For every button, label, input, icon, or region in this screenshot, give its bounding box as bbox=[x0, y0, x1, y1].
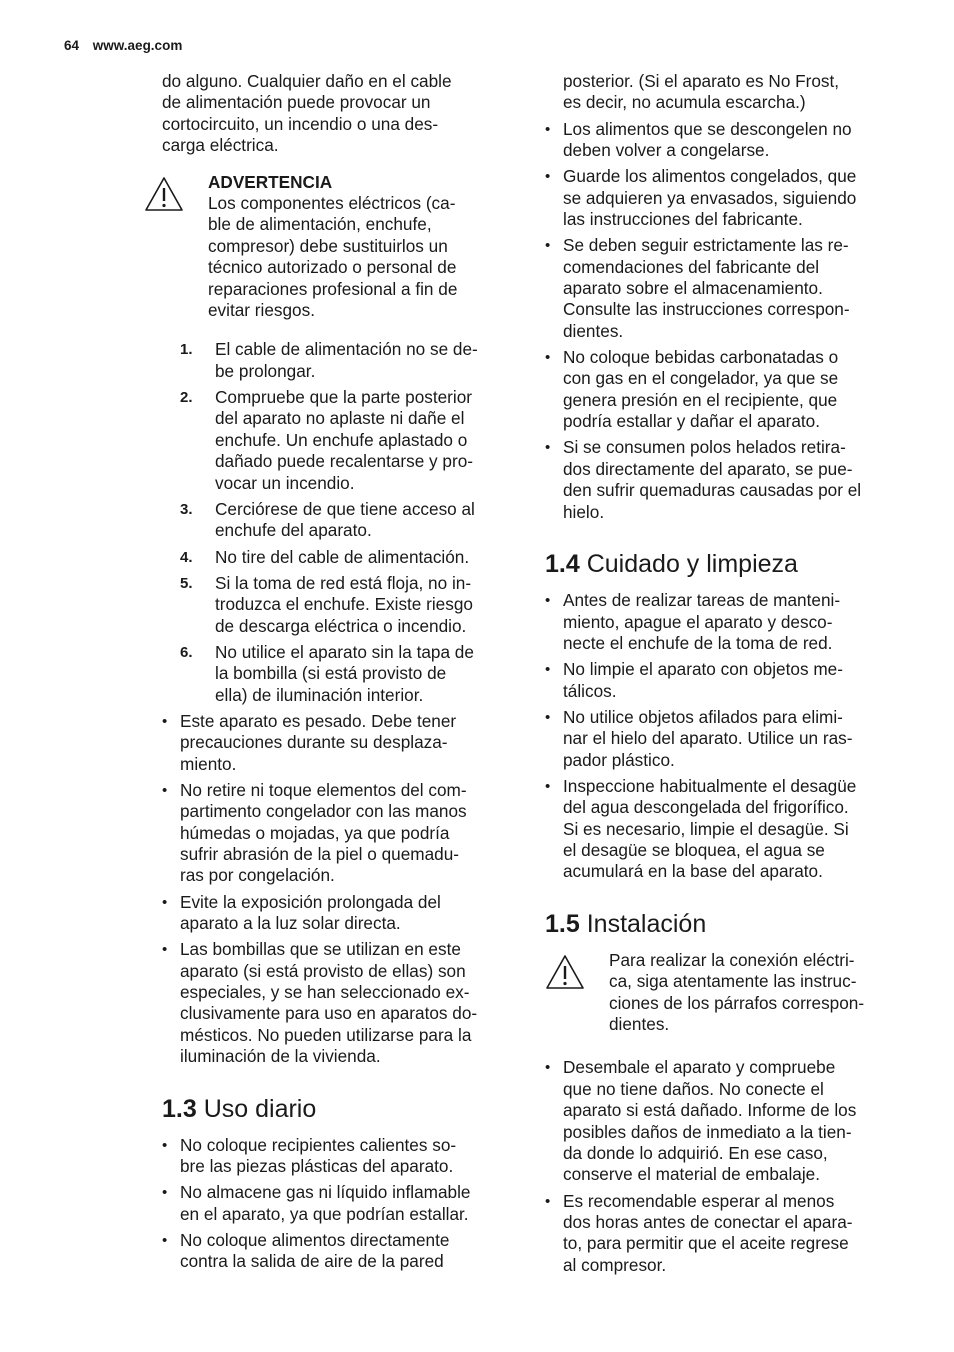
bullet-marker: • bbox=[545, 237, 551, 255]
text-line: compresor) debe sustituirlos un bbox=[208, 235, 448, 256]
text-line: podría estallar y dañar el aparato. bbox=[563, 411, 821, 432]
text-line: posibles daños de inmediato a la tien- bbox=[563, 1121, 852, 1142]
bullet-marker: • bbox=[162, 1184, 168, 1202]
list-item bbox=[180, 387, 518, 494]
step-number: 3. bbox=[180, 500, 193, 518]
bullet-list bbox=[545, 1057, 901, 1276]
section-title: Cuidado y limpieza bbox=[586, 550, 798, 579]
text-line: conserve el material de embalaje. bbox=[563, 1164, 820, 1185]
bullet-list bbox=[545, 119, 901, 524]
text-line: técnico autorizado o personal de bbox=[208, 257, 457, 278]
warning-title: ADVERTENCIA bbox=[208, 171, 333, 192]
text-line: pador plástico. bbox=[563, 749, 675, 770]
text-line: cortocircuito, un incendio o una des- bbox=[162, 113, 439, 134]
section-number: 1.4 bbox=[545, 550, 580, 579]
bullet-marker: • bbox=[162, 941, 168, 959]
text-line: den sufrir quemaduras causadas por el bbox=[563, 480, 862, 501]
continued-text bbox=[563, 71, 901, 114]
text-line: Inspeccione habitualmente el desagüe bbox=[563, 775, 857, 796]
text-line: No limpie el aparato con objetos me- bbox=[563, 659, 843, 680]
text-line: iluminación de la vivienda. bbox=[180, 1046, 381, 1067]
text-line: carga eléctrica. bbox=[162, 135, 279, 156]
text-line: sufrir abrasión de la piel o quemadu- bbox=[180, 843, 459, 864]
text-line: aparato (si está provisto de ellas) son bbox=[180, 960, 466, 981]
text-line: Si la toma de red está floja, no in- bbox=[215, 572, 472, 593]
text-line: ras por congelación. bbox=[180, 865, 335, 886]
list-item bbox=[545, 659, 901, 702]
warning-content bbox=[208, 172, 518, 322]
list-item bbox=[545, 437, 901, 523]
text-line: mésticos. No pueden utilizarse para la bbox=[180, 1024, 472, 1045]
text-line: nar el hielo del aparato. Utilice un ras- bbox=[563, 728, 853, 749]
website-url: www.aeg.com bbox=[92, 38, 183, 53]
step-number: 4. bbox=[180, 548, 193, 566]
section-heading-1-5 bbox=[545, 909, 901, 939]
step-number: 6. bbox=[180, 643, 193, 661]
text-line: de descarga eléctrica o incendio. bbox=[215, 615, 467, 636]
section-title: Instalación bbox=[586, 909, 707, 938]
step-number: 5. bbox=[180, 574, 193, 592]
text-line: ble de alimentación, enchufe, bbox=[208, 214, 432, 235]
text-line: dos directamente del aparato, se pue- bbox=[563, 458, 853, 479]
text-line: miento. bbox=[180, 753, 237, 774]
text-line: dientes. bbox=[609, 1014, 670, 1034]
text-line: Desembale el aparato y compruebe bbox=[563, 1057, 836, 1078]
text-line: No coloque bebidas carbonatadas o bbox=[563, 347, 839, 368]
warning-triangle-icon bbox=[545, 950, 609, 1036]
step-number: 1. bbox=[180, 341, 193, 359]
list-item bbox=[180, 499, 518, 542]
text-line: Es recomendable esperar al menos bbox=[563, 1190, 835, 1211]
text-line: partimento congelador con las manos bbox=[180, 801, 467, 822]
bullet-marker: • bbox=[545, 1059, 551, 1077]
bullet-marker: • bbox=[545, 168, 551, 186]
text-line: troduzca el enchufe. Existe riesgo bbox=[215, 594, 473, 615]
text-line: Se deben seguir estrictamente las re- bbox=[563, 235, 849, 256]
text-line: reparaciones profesional a fin de bbox=[208, 278, 458, 299]
section-number: 1.3 bbox=[162, 1094, 197, 1123]
text-line: No coloque alimentos directamente bbox=[180, 1229, 450, 1250]
bullet-marker: • bbox=[545, 661, 551, 679]
bullet-marker: • bbox=[545, 120, 551, 138]
bullet-list bbox=[162, 1135, 518, 1273]
text-line: No coloque recipientes calientes so- bbox=[180, 1134, 457, 1155]
text-line: ca, siga atentamente las instruc- bbox=[609, 971, 857, 992]
text-line: Si se consumen polos helados retira- bbox=[563, 437, 846, 458]
text-line: to, para permitir que el aceite regrese bbox=[563, 1233, 849, 1254]
bullet-marker: • bbox=[545, 439, 551, 457]
bullet-marker: • bbox=[545, 708, 551, 726]
text-line: Guarde los alimentos congelados, que bbox=[563, 166, 857, 187]
list-item bbox=[162, 939, 518, 1067]
list-item bbox=[162, 1230, 518, 1273]
text-line: evitar riesgos. bbox=[208, 300, 315, 321]
bullet-marker: • bbox=[162, 893, 168, 911]
bullet-marker: • bbox=[545, 592, 551, 610]
text-line: dañado puede recalentarse y pro- bbox=[215, 451, 473, 472]
list-item bbox=[545, 235, 901, 342]
text-line: del agua descongelada del frigorífico. bbox=[563, 797, 849, 818]
bullet-marker: • bbox=[162, 781, 168, 799]
installation-note bbox=[545, 950, 901, 1036]
text-line: necte el enchufe de la toma de red. bbox=[563, 632, 833, 653]
text-line: be prolongar. bbox=[215, 360, 316, 381]
left-column bbox=[162, 71, 518, 1277]
text-line: enchufe. Un enchufe aplastado o bbox=[215, 429, 468, 450]
bullet-marker: • bbox=[162, 1136, 168, 1154]
text-line: Este aparato es pesado. Debe tener bbox=[180, 710, 457, 731]
list-item bbox=[162, 1182, 518, 1225]
bullet-marker: • bbox=[162, 1231, 168, 1249]
list-item bbox=[180, 339, 518, 382]
list-item bbox=[162, 892, 518, 935]
text-line: No tire del cable de alimentación. bbox=[215, 546, 470, 567]
text-line: No utilice objetos afilados para elimi- bbox=[563, 706, 843, 727]
text-line: en el aparato, ya que podrían estallar. bbox=[180, 1203, 469, 1224]
list-item bbox=[545, 1057, 901, 1185]
text-line: dientes. bbox=[563, 320, 624, 341]
text-line: do alguno. Cualquier daño en el cable bbox=[162, 71, 452, 91]
list-item bbox=[545, 347, 901, 433]
bullet-marker: • bbox=[545, 1192, 551, 1210]
text-line: es decir, no acumula escarcha.) bbox=[563, 92, 806, 113]
note-content bbox=[609, 950, 901, 1036]
list-item bbox=[180, 573, 518, 637]
bullet-marker: • bbox=[545, 777, 551, 795]
text-line: aparato a la luz solar directa. bbox=[180, 913, 401, 933]
text-line: al compresor. bbox=[563, 1254, 667, 1275]
text-line: No utilice el aparato sin la tapa de bbox=[215, 641, 474, 662]
text-line: comendaciones del fabricante del bbox=[563, 256, 820, 277]
text-line: que no tiene daños. No conecte el bbox=[563, 1078, 824, 1099]
page-header bbox=[64, 38, 182, 53]
text-line: húmedas o mojadas, ya que podría bbox=[180, 822, 450, 843]
warning-box bbox=[144, 172, 518, 322]
text-line: No retire ni toque elementos del com- bbox=[180, 779, 467, 800]
text-line: miento, apague el aparato y desco- bbox=[563, 611, 833, 632]
text-line: Los alimentos que se descongelen no bbox=[563, 118, 852, 139]
text-line: genera presión en el recipiente, que bbox=[563, 389, 838, 410]
text-line: clusivamente para uso en aparatos do- bbox=[180, 1003, 478, 1024]
numbered-steps bbox=[180, 339, 518, 705]
bullet-marker: • bbox=[545, 349, 551, 367]
bullet-list bbox=[162, 711, 518, 1068]
text-line: tálicos. bbox=[563, 680, 617, 701]
text-line: del aparato no aplaste ni dañe el bbox=[215, 408, 465, 429]
text-line: No almacene gas ni líquido inflamable bbox=[180, 1182, 471, 1203]
right-column bbox=[545, 71, 901, 1281]
text-line: el desagüe se bloquea, el agua se bbox=[563, 839, 825, 860]
text-line: da donde lo adquirió. En ese caso, bbox=[563, 1143, 828, 1164]
bullet-marker: • bbox=[162, 712, 168, 730]
intro-paragraph bbox=[162, 71, 518, 157]
text-line: la bombilla (si está provisto de bbox=[215, 663, 447, 684]
text-line: ella) de iluminación interior. bbox=[215, 684, 424, 705]
page-number: 64 bbox=[64, 38, 80, 53]
text-line: se adquieren ya envasados, siguiendo bbox=[563, 187, 857, 208]
list-item bbox=[545, 776, 901, 883]
text-line: Consulte las instrucciones correspon- bbox=[563, 299, 850, 320]
text-line: dos horas antes de conectar el apara- bbox=[563, 1212, 853, 1233]
text-line: ciones de los párrafos correspon- bbox=[609, 992, 865, 1013]
text-line: Cerciórese de que tiene acceso al bbox=[215, 498, 475, 519]
text-line: vocar un incendio. bbox=[215, 472, 355, 493]
text-line: Compruebe que la parte posterior bbox=[215, 387, 473, 408]
step-number: 2. bbox=[180, 389, 193, 407]
section-number: 1.5 bbox=[545, 909, 580, 938]
text-line: aparato sobre el almacenamiento. bbox=[563, 278, 823, 299]
list-item bbox=[162, 711, 518, 775]
list-item bbox=[180, 642, 518, 706]
text-line: de alimentación puede provocar un bbox=[162, 92, 431, 113]
text-line: posterior. (Si el aparato es No Frost, bbox=[563, 71, 840, 91]
text-line: deben volver a congelarse. bbox=[563, 140, 770, 161]
list-item bbox=[162, 1135, 518, 1178]
text-line: Las bombillas que se utilizan en este bbox=[180, 939, 461, 960]
text-line: acumulará en la base del aparato. bbox=[563, 861, 823, 882]
section-title: Uso diario bbox=[203, 1094, 317, 1123]
section-heading-1-3 bbox=[162, 1094, 518, 1124]
text-line: El cable de alimentación no se de- bbox=[215, 339, 478, 360]
text-line: contra la salida de aire de la pared bbox=[180, 1251, 444, 1272]
text-line: Para realizar la conexión eléctri- bbox=[609, 949, 855, 970]
text-line: enchufe del aparato. bbox=[215, 520, 372, 541]
list-item bbox=[180, 547, 518, 568]
text-line: especiales, y se han seleccionado ex- bbox=[180, 982, 470, 1003]
text-line: bre las piezas plásticas del aparato. bbox=[180, 1156, 454, 1177]
list-item bbox=[545, 707, 901, 771]
text-line: Los componentes eléctricos (ca- bbox=[208, 193, 456, 214]
section-heading-1-4 bbox=[545, 549, 901, 579]
list-item bbox=[162, 780, 518, 887]
bullet-list bbox=[545, 590, 901, 883]
text-line: aparato si está dañado. Informe de los bbox=[563, 1100, 857, 1121]
warning-triangle-icon bbox=[144, 172, 208, 322]
list-item bbox=[545, 590, 901, 654]
list-item bbox=[545, 119, 901, 162]
text-line: Antes de realizar tareas de manteni- bbox=[563, 590, 841, 611]
list-item bbox=[545, 166, 901, 230]
text-line: Si es necesario, limpie el desagüe. Si bbox=[563, 818, 849, 839]
text-line: hielo. bbox=[563, 501, 605, 522]
text-line: precauciones durante su desplaza- bbox=[180, 732, 448, 753]
text-line: con gas en el congelador, ya que se bbox=[563, 368, 839, 389]
text-line: Evite la exposición prolongada del bbox=[180, 891, 441, 912]
list-item bbox=[545, 1191, 901, 1277]
text-line: las instrucciones del fabricante. bbox=[563, 209, 803, 230]
